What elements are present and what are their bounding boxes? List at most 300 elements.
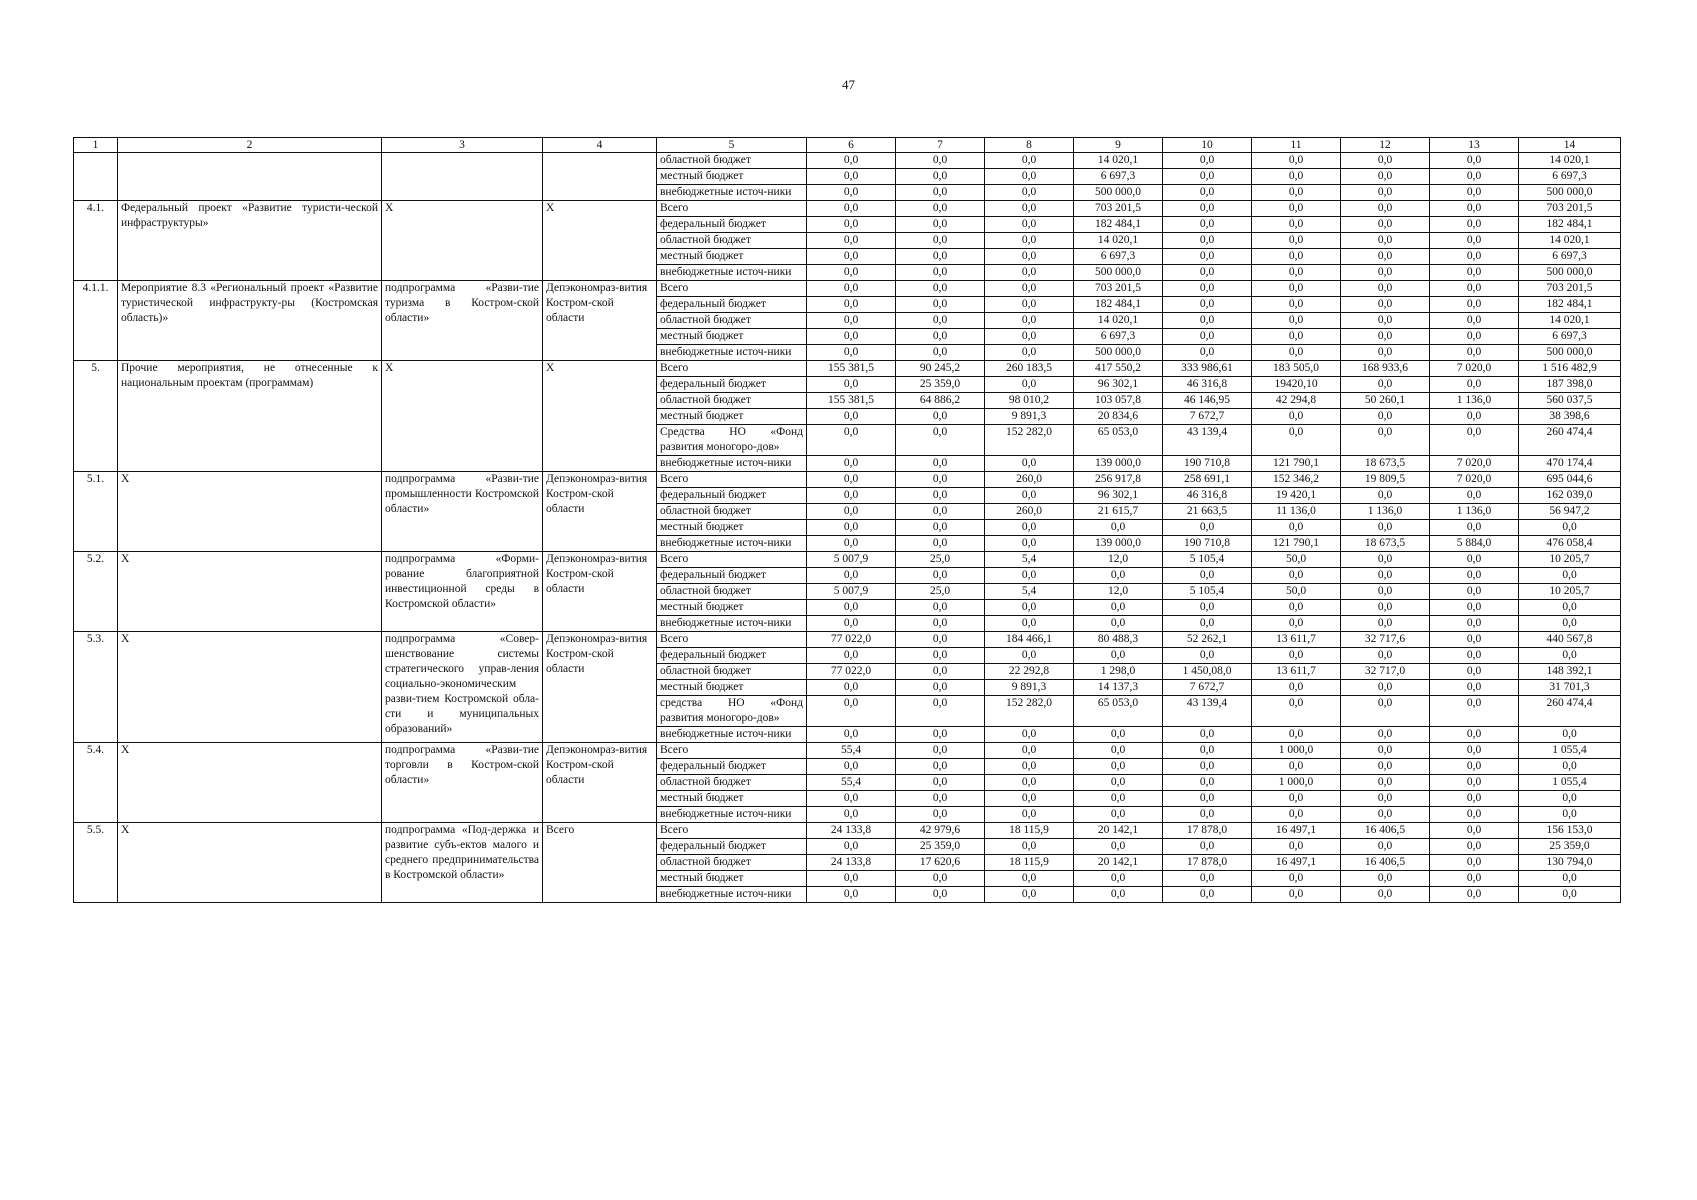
value-cell: 500 000,0 xyxy=(1519,265,1621,281)
item-name: Мероприятие 8.3 «Региональный проект «Развитие туристической инфраструкту-ры (Костромская область)» xyxy=(118,281,382,361)
value-cell: 0,0 xyxy=(1430,265,1519,281)
item-number: 5.2. xyxy=(74,552,118,632)
value-cell: 12,0 xyxy=(1074,552,1163,568)
item-executor xyxy=(543,153,657,201)
value-cell: 14 020,1 xyxy=(1519,153,1621,169)
value-cell: 32 717,6 xyxy=(1341,632,1430,648)
table-row xyxy=(74,201,1621,217)
value-cell: 0,0 xyxy=(1252,839,1341,855)
value-cell: 0,0 xyxy=(1341,425,1430,456)
value-cell: 417 550,2 xyxy=(1074,361,1163,377)
funding-source: местный бюджет xyxy=(657,169,807,185)
value-cell: 0,0 xyxy=(896,696,985,727)
value-cell: 0,0 xyxy=(807,727,896,743)
funding-source: областной бюджет xyxy=(657,393,807,409)
value-cell: 0,0 xyxy=(1430,680,1519,696)
value-cell: 333 986,61 xyxy=(1163,361,1252,377)
item-executor: Х xyxy=(543,201,657,281)
value-cell: 0,0 xyxy=(1519,520,1621,536)
value-cell: 0,0 xyxy=(985,265,1074,281)
header-cell: 8 xyxy=(985,138,1074,153)
value-cell: 19 420,1 xyxy=(1252,488,1341,504)
value-cell: 0,0 xyxy=(896,871,985,887)
value-cell: 0,0 xyxy=(985,169,1074,185)
value-cell: 1 000,0 xyxy=(1252,775,1341,791)
value-cell: 50,0 xyxy=(1252,584,1341,600)
value-cell: 0,0 xyxy=(1430,488,1519,504)
value-cell: 0,0 xyxy=(1252,680,1341,696)
value-cell: 0,0 xyxy=(807,680,896,696)
value-cell: 0,0 xyxy=(1430,887,1519,903)
funding-source: внебюджетные источ-ники xyxy=(657,265,807,281)
value-cell: 5 884,0 xyxy=(1430,536,1519,552)
value-cell: 0,0 xyxy=(896,488,985,504)
value-cell: 0,0 xyxy=(896,504,985,520)
value-cell: 0,0 xyxy=(896,775,985,791)
value-cell: 0,0 xyxy=(807,313,896,329)
value-cell: 18 115,9 xyxy=(985,823,1074,839)
value-cell: 0,0 xyxy=(1341,345,1430,361)
value-cell: 440 567,8 xyxy=(1519,632,1621,648)
value-cell: 0,0 xyxy=(985,839,1074,855)
value-cell: 0,0 xyxy=(1430,743,1519,759)
value-cell: 0,0 xyxy=(1430,696,1519,727)
value-cell: 1 055,4 xyxy=(1519,743,1621,759)
value-cell: 25 359,0 xyxy=(896,839,985,855)
value-cell: 0,0 xyxy=(1341,297,1430,313)
funding-source: федеральный бюджет xyxy=(657,488,807,504)
value-cell: 18 673,5 xyxy=(1341,456,1430,472)
value-cell: 0,0 xyxy=(1341,552,1430,568)
funding-source: Всего xyxy=(657,632,807,648)
value-cell: 77 022,0 xyxy=(807,664,896,680)
header-cell: 1 xyxy=(74,138,118,153)
value-cell: 139 000,0 xyxy=(1074,536,1163,552)
item-number: 5. xyxy=(74,361,118,472)
value-cell: 0,0 xyxy=(985,153,1074,169)
value-cell: 0,0 xyxy=(1519,759,1621,775)
value-cell: 0,0 xyxy=(1252,887,1341,903)
value-cell: 52 262,1 xyxy=(1163,632,1252,648)
value-cell: 0,0 xyxy=(896,887,985,903)
value-cell: 0,0 xyxy=(1430,153,1519,169)
value-cell: 0,0 xyxy=(896,759,985,775)
funding-source: местный бюджет xyxy=(657,520,807,536)
value-cell: 6 697,3 xyxy=(1519,249,1621,265)
value-cell: 0,0 xyxy=(1430,632,1519,648)
value-cell: 55,4 xyxy=(807,775,896,791)
value-cell: 6 697,3 xyxy=(1519,329,1621,345)
value-cell: 0,0 xyxy=(1430,249,1519,265)
item-number: 4.1.1. xyxy=(74,281,118,361)
value-cell: 0,0 xyxy=(896,648,985,664)
header-cell: 12 xyxy=(1341,138,1430,153)
value-cell: 0,0 xyxy=(1519,807,1621,823)
header-cell: 4 xyxy=(543,138,657,153)
value-cell: 0,0 xyxy=(896,568,985,584)
value-cell: 0,0 xyxy=(1163,839,1252,855)
value-cell: 0,0 xyxy=(896,616,985,632)
value-cell: 0,0 xyxy=(807,201,896,217)
item-name xyxy=(118,153,382,201)
value-cell: 46 316,8 xyxy=(1163,488,1252,504)
funding-source: федеральный бюджет xyxy=(657,377,807,393)
value-cell: 0,0 xyxy=(1341,759,1430,775)
item-name: Федеральный проект «Развитие туристи-ческой инфраструктуры» xyxy=(118,201,382,281)
value-cell: 1 000,0 xyxy=(1252,743,1341,759)
header-row xyxy=(74,138,1621,153)
funding-source: местный бюджет xyxy=(657,680,807,696)
value-cell: 5,4 xyxy=(985,584,1074,600)
funding-source: внебюджетные источ-ники xyxy=(657,536,807,552)
value-cell: 17 878,0 xyxy=(1163,823,1252,839)
value-cell: 703 201,5 xyxy=(1074,281,1163,297)
value-cell: 0,0 xyxy=(1163,743,1252,759)
funding-source: областной бюджет xyxy=(657,855,807,871)
value-cell: 0,0 xyxy=(1252,807,1341,823)
value-cell: 17 878,0 xyxy=(1163,855,1252,871)
value-cell: 0,0 xyxy=(1430,871,1519,887)
value-cell: 0,0 xyxy=(896,743,985,759)
funding-source: местный бюджет xyxy=(657,329,807,345)
value-cell: 6 697,3 xyxy=(1519,169,1621,185)
item-number: 4.1. xyxy=(74,201,118,281)
item-program: подпрограмма «Форми-рование благоприятной инвестиционной среды в Костромской области» xyxy=(382,552,543,632)
value-cell: 0,0 xyxy=(985,329,1074,345)
value-cell: 9 891,3 xyxy=(985,680,1074,696)
value-cell: 0,0 xyxy=(896,409,985,425)
value-cell: 0,0 xyxy=(1252,616,1341,632)
value-cell: 0,0 xyxy=(1074,743,1163,759)
value-cell: 168 933,6 xyxy=(1341,361,1430,377)
value-cell: 500 000,0 xyxy=(1074,185,1163,201)
value-cell: 0,0 xyxy=(1252,600,1341,616)
value-cell: 0,0 xyxy=(1163,265,1252,281)
value-cell: 21 663,5 xyxy=(1163,504,1252,520)
header-cell: 3 xyxy=(382,138,543,153)
funding-source: областной бюджет xyxy=(657,313,807,329)
value-cell: 56 947,2 xyxy=(1519,504,1621,520)
funding-source: областной бюджет xyxy=(657,664,807,680)
value-cell: 0,0 xyxy=(1519,887,1621,903)
header-cell: 6 xyxy=(807,138,896,153)
value-cell: 0,0 xyxy=(1430,297,1519,313)
value-cell: 10 205,7 xyxy=(1519,552,1621,568)
value-cell: 14 020,1 xyxy=(1519,233,1621,249)
value-cell: 0,0 xyxy=(1430,823,1519,839)
value-cell: 50,0 xyxy=(1252,552,1341,568)
page-number: 47 xyxy=(842,77,855,92)
item-program: Х xyxy=(382,361,543,472)
value-cell: 24 133,8 xyxy=(807,855,896,871)
value-cell: 152 282,0 xyxy=(985,696,1074,727)
value-cell: 14 020,1 xyxy=(1074,313,1163,329)
funding-source: областной бюджет xyxy=(657,584,807,600)
value-cell: 0,0 xyxy=(807,568,896,584)
funding-source: местный бюджет xyxy=(657,600,807,616)
value-cell: 703 201,5 xyxy=(1074,201,1163,217)
value-cell: 98 010,2 xyxy=(985,393,1074,409)
value-cell: 0,0 xyxy=(1519,727,1621,743)
value-cell: 0,0 xyxy=(1074,791,1163,807)
funding-source: внебюджетные источ-ники xyxy=(657,807,807,823)
value-cell: 0,0 xyxy=(896,265,985,281)
item-executor: Депэкономраз-вития Костром-ской области xyxy=(543,281,657,361)
value-cell: 0,0 xyxy=(807,520,896,536)
funding-source: Всего xyxy=(657,823,807,839)
value-cell: 695 044,6 xyxy=(1519,472,1621,488)
value-cell: 0,0 xyxy=(1252,727,1341,743)
value-cell: 0,0 xyxy=(1341,600,1430,616)
value-cell: 0,0 xyxy=(1430,520,1519,536)
value-cell: 96 302,1 xyxy=(1074,377,1163,393)
value-cell: 0,0 xyxy=(807,329,896,345)
value-cell: 0,0 xyxy=(1341,217,1430,233)
value-cell: 0,0 xyxy=(807,249,896,265)
value-cell: 0,0 xyxy=(1163,807,1252,823)
value-cell: 155 381,5 xyxy=(807,361,896,377)
value-cell: 0,0 xyxy=(896,600,985,616)
value-cell: 0,0 xyxy=(1163,600,1252,616)
value-cell: 0,0 xyxy=(807,807,896,823)
funding-source: областной бюджет xyxy=(657,775,807,791)
value-cell: 0,0 xyxy=(807,472,896,488)
funding-source: Всего xyxy=(657,361,807,377)
value-cell: 0,0 xyxy=(1341,648,1430,664)
item-program xyxy=(382,153,543,201)
value-cell: 0,0 xyxy=(896,425,985,456)
item-program: подпрограмма «Совер-шенствование системы стратегического управ-ления социально-экономическим разви-тием Костромской обла-сти и муниципальных образований» xyxy=(382,632,543,743)
value-cell: 182 484,1 xyxy=(1519,217,1621,233)
value-cell: 1 450,08,0 xyxy=(1163,664,1252,680)
value-cell: 0,0 xyxy=(1430,775,1519,791)
value-cell: 0,0 xyxy=(1252,409,1341,425)
value-cell: 0,0 xyxy=(1074,759,1163,775)
value-cell: 0,0 xyxy=(1341,743,1430,759)
funding-source: внебюджетные источ-ники xyxy=(657,887,807,903)
value-cell: 0,0 xyxy=(896,345,985,361)
funding-source: Всего xyxy=(657,201,807,217)
value-cell: 0,0 xyxy=(1341,775,1430,791)
value-cell: 0,0 xyxy=(1430,855,1519,871)
value-cell: 18 115,9 xyxy=(985,855,1074,871)
value-cell: 0,0 xyxy=(1341,871,1430,887)
value-cell: 0,0 xyxy=(896,632,985,648)
value-cell: 190 710,8 xyxy=(1163,456,1252,472)
value-cell: 1 055,4 xyxy=(1519,775,1621,791)
funding-source: внебюджетные источ-ники xyxy=(657,616,807,632)
value-cell: 0,0 xyxy=(1163,616,1252,632)
value-cell: 258 691,1 xyxy=(1163,472,1252,488)
item-name: Х xyxy=(118,743,382,823)
value-cell: 0,0 xyxy=(1341,313,1430,329)
value-cell: 0,0 xyxy=(1430,185,1519,201)
table-row xyxy=(74,743,1621,759)
value-cell: 0,0 xyxy=(985,297,1074,313)
value-cell: 0,0 xyxy=(1430,727,1519,743)
value-cell: 0,0 xyxy=(807,233,896,249)
value-cell: 7 020,0 xyxy=(1430,472,1519,488)
value-cell: 0,0 xyxy=(1430,313,1519,329)
value-cell: 0,0 xyxy=(985,616,1074,632)
value-cell: 0,0 xyxy=(1341,249,1430,265)
value-cell: 0,0 xyxy=(1341,520,1430,536)
value-cell: 0,0 xyxy=(807,281,896,297)
header-cell: 7 xyxy=(896,138,985,153)
header-cell: 10 xyxy=(1163,138,1252,153)
value-cell: 260,0 xyxy=(985,472,1074,488)
value-cell: 500 000,0 xyxy=(1519,345,1621,361)
value-cell: 0,0 xyxy=(985,185,1074,201)
value-cell: 0,0 xyxy=(1430,759,1519,775)
item-number: 5.4. xyxy=(74,743,118,823)
value-cell: 90 245,2 xyxy=(896,361,985,377)
funding-source: федеральный бюджет xyxy=(657,839,807,855)
value-cell: 0,0 xyxy=(896,185,985,201)
value-cell: 0,0 xyxy=(985,313,1074,329)
value-cell: 0,0 xyxy=(1074,775,1163,791)
value-cell: 162 039,0 xyxy=(1519,488,1621,504)
value-cell: 0,0 xyxy=(1430,791,1519,807)
funding-source: областной бюджет xyxy=(657,504,807,520)
value-cell: 0,0 xyxy=(1430,329,1519,345)
table-row xyxy=(74,632,1621,648)
header-cell: 14 xyxy=(1519,138,1621,153)
value-cell: 0,0 xyxy=(1163,568,1252,584)
value-cell: 0,0 xyxy=(1252,648,1341,664)
value-cell: 0,0 xyxy=(807,217,896,233)
value-cell: 0,0 xyxy=(807,791,896,807)
value-cell: 0,0 xyxy=(807,265,896,281)
value-cell: 0,0 xyxy=(1252,249,1341,265)
value-cell: 0,0 xyxy=(985,568,1074,584)
value-cell: 0,0 xyxy=(1430,616,1519,632)
value-cell: 0,0 xyxy=(985,871,1074,887)
value-cell: 121 790,1 xyxy=(1252,536,1341,552)
value-cell: 1 136,0 xyxy=(1341,504,1430,520)
value-cell: 256 917,8 xyxy=(1074,472,1163,488)
value-cell: 260 183,5 xyxy=(985,361,1074,377)
value-cell: 0,0 xyxy=(1252,871,1341,887)
value-cell: 0,0 xyxy=(807,488,896,504)
value-cell: 0,0 xyxy=(1430,409,1519,425)
funding-source: федеральный бюджет xyxy=(657,759,807,775)
value-cell: 0,0 xyxy=(1074,600,1163,616)
value-cell: 152 346,2 xyxy=(1252,472,1341,488)
value-cell: 0,0 xyxy=(1252,759,1341,775)
funding-source: федеральный бюджет xyxy=(657,568,807,584)
value-cell: 0,0 xyxy=(1163,727,1252,743)
value-cell: 0,0 xyxy=(1430,839,1519,855)
value-cell: 182 484,1 xyxy=(1074,217,1163,233)
value-cell: 14 137,3 xyxy=(1074,680,1163,696)
value-cell: 0,0 xyxy=(1430,217,1519,233)
value-cell: 0,0 xyxy=(1341,727,1430,743)
value-cell: 0,0 xyxy=(1430,345,1519,361)
value-cell: 0,0 xyxy=(1341,329,1430,345)
value-cell: 0,0 xyxy=(896,249,985,265)
value-cell: 187 398,0 xyxy=(1519,377,1621,393)
funding-source: Всего xyxy=(657,552,807,568)
value-cell: 0,0 xyxy=(1163,153,1252,169)
value-cell: 16 497,1 xyxy=(1252,855,1341,871)
value-cell: 0,0 xyxy=(896,329,985,345)
value-cell: 560 037,5 xyxy=(1519,393,1621,409)
header-cell: 2 xyxy=(118,138,382,153)
value-cell: 16 497,1 xyxy=(1252,823,1341,839)
value-cell: 6 697,3 xyxy=(1074,329,1163,345)
value-cell: 0,0 xyxy=(807,839,896,855)
value-cell: 0,0 xyxy=(1163,775,1252,791)
value-cell: 43 139,4 xyxy=(1163,425,1252,456)
value-cell: 0,0 xyxy=(1430,584,1519,600)
value-cell: 22 292,8 xyxy=(985,664,1074,680)
item-executor: Х xyxy=(543,361,657,472)
value-cell: 0,0 xyxy=(1341,233,1430,249)
item-executor: Депэкономраз-вития Костром-ской области xyxy=(543,472,657,552)
value-cell: 12,0 xyxy=(1074,584,1163,600)
table-row xyxy=(74,361,1621,377)
item-name: Х xyxy=(118,472,382,552)
value-cell: 0,0 xyxy=(1430,233,1519,249)
item-name: Х xyxy=(118,823,382,903)
value-cell: 0,0 xyxy=(1519,648,1621,664)
value-cell: 31 701,3 xyxy=(1519,680,1621,696)
value-cell: 0,0 xyxy=(1341,568,1430,584)
value-cell: 0,0 xyxy=(896,807,985,823)
value-cell: 182 484,1 xyxy=(1519,297,1621,313)
value-cell: 0,0 xyxy=(1074,871,1163,887)
table-body xyxy=(74,138,1621,903)
value-cell: 0,0 xyxy=(1252,201,1341,217)
item-program: подпрограмма «Разви-тие промышленности Костромской области» xyxy=(382,472,543,552)
item-name: Х xyxy=(118,632,382,743)
value-cell: 0,0 xyxy=(1252,297,1341,313)
value-cell: 0,0 xyxy=(985,377,1074,393)
value-cell: 0,0 xyxy=(1341,807,1430,823)
value-cell: 0,0 xyxy=(1252,281,1341,297)
value-cell: 0,0 xyxy=(985,648,1074,664)
header-cell: 9 xyxy=(1074,138,1163,153)
value-cell: 0,0 xyxy=(807,759,896,775)
item-name: Х xyxy=(118,552,382,632)
funding-source: внебюджетные источ-ники xyxy=(657,345,807,361)
value-cell: 260 474,4 xyxy=(1519,425,1621,456)
table-row xyxy=(74,281,1621,297)
value-cell: 0,0 xyxy=(1163,281,1252,297)
value-cell: 183 505,0 xyxy=(1252,361,1341,377)
value-cell: 0,0 xyxy=(807,871,896,887)
value-cell: 0,0 xyxy=(896,313,985,329)
value-cell: 0,0 xyxy=(1341,887,1430,903)
item-number: 5.3. xyxy=(74,632,118,743)
header-cell: 5 xyxy=(657,138,807,153)
funding-source: Всего xyxy=(657,472,807,488)
value-cell: 0,0 xyxy=(1252,313,1341,329)
value-cell: 0,0 xyxy=(1074,648,1163,664)
value-cell: 0,0 xyxy=(985,249,1074,265)
value-cell: 0,0 xyxy=(1430,377,1519,393)
value-cell: 46 146,95 xyxy=(1163,393,1252,409)
value-cell: 25 359,0 xyxy=(896,377,985,393)
value-cell: 7 020,0 xyxy=(1430,361,1519,377)
value-cell: 0,0 xyxy=(985,456,1074,472)
funding-source: федеральный бюджет xyxy=(657,648,807,664)
value-cell: 0,0 xyxy=(985,520,1074,536)
value-cell: 0,0 xyxy=(896,791,985,807)
value-cell: 55,4 xyxy=(807,743,896,759)
value-cell: 17 620,6 xyxy=(896,855,985,871)
